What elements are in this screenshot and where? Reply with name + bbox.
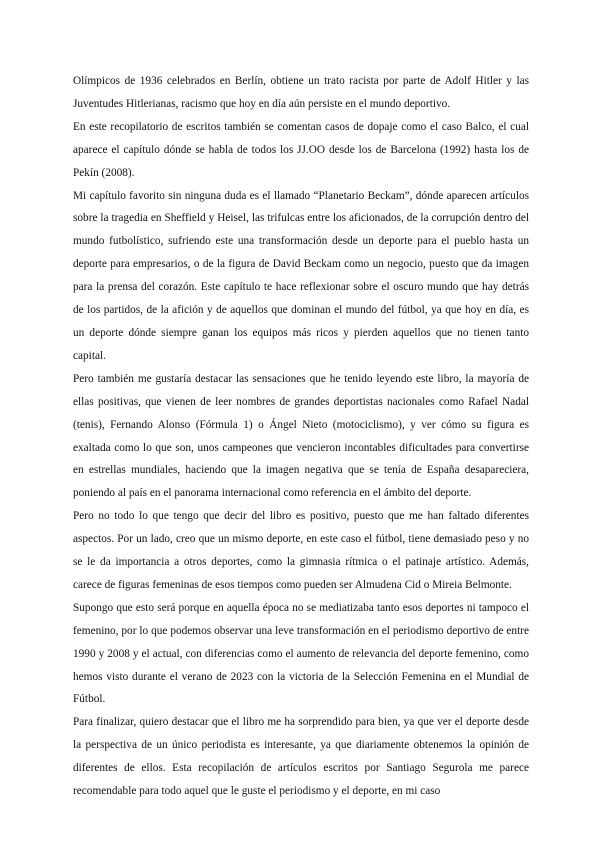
paragraph: Mi capítulo favorito sin ninguna duda es el llamado “Planetario Beckam”, dónde aparecen artículos sobre la tragedia en Sheffield y Heisel, las trifulcas entre los aficionados, de la corrupción dentro del mundo futbolístico, sufriendo este una transformación desde un deporte para el pueblo hasta un deporte para empresarios, o de la figura de David Beckam como un negocio, puesto que da imagen para la prensa del corazón. Este capítulo te hace reflexionar sobre el oscuro mundo que hay detrás de los partidos, de la afición y de aquellos que dominan el mundo del fútbol, ya que hoy en día, es un deporte dónde siempre ganan los equipos más ricos y pierden aquellos que no tienen tanto capital. [73, 189, 529, 362]
paragraph: Pero no todo lo que tengo que decir del libro es positivo, puesto que me han faltado diferentes aspectos. Por un lado, creo que un mismo deporte, en este caso el fútbol, tiene demasiado peso y no se le da importancia a otros deportes, como la gimnasia rítmica o el patinaje artístico. Además, carece de figuras femeninas de esos tiempos como pueden ser Almudena Cid o Mireia Belmonte. [73, 510, 529, 591]
paragraph: Supongo que esto será porque en aquella época no se mediatizaba tanto esos deportes ni tampoco el femenino, por lo que podemos observar una leve transformación en el periodismo deportivo de entre 1990 y 2008 y el actual, con diferencias como el aumento de relevancia del deporte femenino, como hemos visto durante el verano de 2023 con la victoria de la Selección Femenina en el Mundial de Fútbol. [73, 601, 529, 706]
paragraph: Pero también me gustaría destacar las sensaciones que he tenido leyendo este libro, la mayoría de ellas positivas, que vienen de leer nombres de grandes deportistas nacionales como Rafael Nadal (tenis), Fernando Alonso (Fórmula 1) o Ángel Nieto (motociclismo), y ver cómo su figura es exaltada como lo que son, unos campeones que vencieron incontables dificultades para convertirse en estrellas mundiales, haciendo que la imagen negativa que se tenía de España desapareciera, poniendo al país en el panorama internacional como referencia en el ámbito del deporte. [73, 372, 529, 500]
paragraph: Olímpicos de 1936 celebrados en Berlín, obtiene un trato racista por parte de Adolf Hitler y las Juventudes Hitlerianas, racismo que hoy en día aún persiste en el mundo deportivo. [73, 75, 529, 110]
document-page [73, 70, 529, 803]
paragraph: Para finalizar, quiero destacar que el libro me ha sorprendido para bien, ya que ver el deporte desde la perspectiva de un único periodista es interesante, ya que diariamente obtenemos la opinión de diferentes de ellos. Esta recopilación de artículos escritos por Santiago Segurola me parece recomendable para todo aquel que le guste el periodismo y el deporte, en mi caso [73, 716, 529, 798]
paragraph: En este recopilatorio de escritos también se comentan casos de dopaje como el caso Balco, el cual aparece el capítulo dónde se habla de todos los JJ.OO desde los de Barcelona (1992) hasta los de Pekín (2008). [73, 120, 529, 179]
